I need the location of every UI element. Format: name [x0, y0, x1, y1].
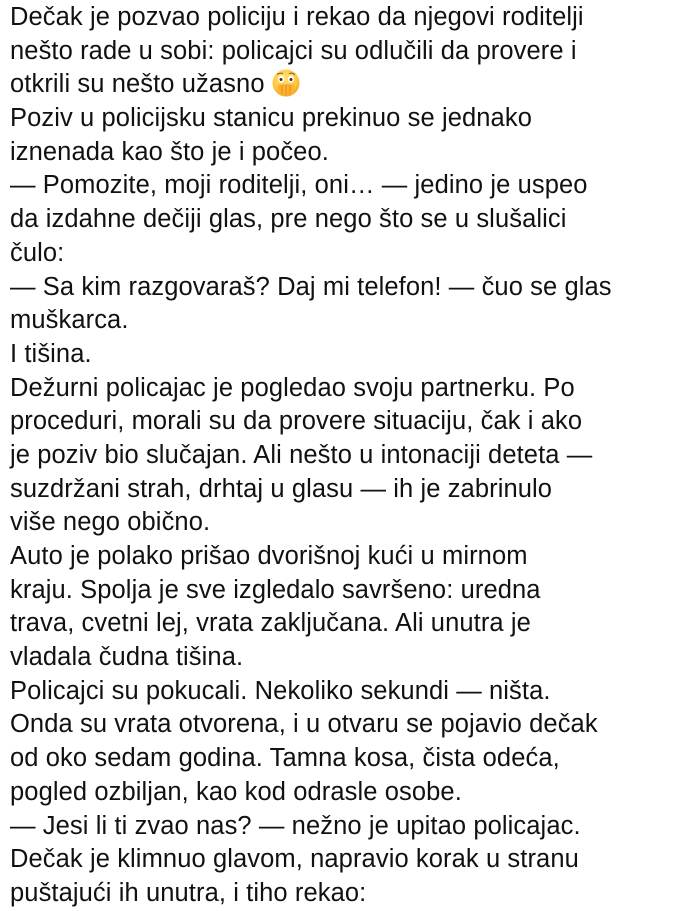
text-line: trava, cvetni lej, vrata zaključana. Ali unutra je [10, 609, 531, 638]
text-line: više nego obično. [10, 508, 211, 537]
text-line: pogled ozbiljan, kao kod odrasle osobe. [10, 777, 462, 806]
text-line: da izdahne dečiji glas, pre nego što se u slušalici [10, 205, 567, 234]
text-line: — Pomozite, moji roditelji, oni… — jedino je uspeo [10, 171, 588, 200]
text-line: iznenada kao što je i počeo. [10, 137, 329, 166]
text-line: čulo: [10, 238, 65, 267]
text-line: muškarca. [10, 306, 129, 335]
text-line: proceduri, morali su da provere situaciju, čak i ako [10, 407, 583, 436]
text-line: nešto rade u sobi: policajci su odlučili da provere i [10, 36, 577, 65]
text-line: Poziv u policijsku stanicu prekinuo se jednako [10, 104, 532, 133]
text-line: — Sa kim razgovaraš? Daj mi telefon! — čuo se glas [10, 272, 612, 301]
text-line: I tišina. [10, 339, 92, 368]
text-line: otkrili su nešto užasno [10, 70, 265, 99]
text-line: Dežurni policajac je pogledao svoju partnerku. Po [10, 373, 575, 402]
text-line: Onda su vrata otvorena, i u otvaru se pojavio dečak [10, 710, 598, 739]
text-line: vladala čudna tišina. [10, 643, 244, 672]
text-line: je poziv bio slučajan. Ali nešto u intonaciji deteta — [10, 440, 593, 469]
text-line: puštajući ih unutra, i tiho rekao: [10, 878, 367, 907]
text-line: Policajci su pokucali. Nekoliko sekundi — ništa. [10, 676, 551, 705]
text-line: kraju. Spolja je sve izgledalo savršeno: uredna [10, 575, 541, 604]
face-with-hand-over-mouth-icon [271, 68, 301, 98]
text-line: Dečak je pozvao policiju i rekao da njegovi roditelji [10, 3, 584, 31]
text-line: suzdržani strah, drhtaj u glasu — ih je zabrinulo [10, 474, 553, 503]
text-line: Dečak je klimnuo glavom, napravio korak u stranu [10, 845, 579, 874]
text-line: Auto je polako prišao dvorišnoj kući u mirnom [10, 542, 528, 570]
text-line: od oko sedam godina. Tamna kosa, čista odeća, [10, 744, 560, 773]
text-line-with-emoji [10, 68, 690, 102]
story-text [10, 1, 690, 911]
text-line: — Jesi li ti zvao nas? — nežno je upitao policajac. [10, 811, 581, 840]
